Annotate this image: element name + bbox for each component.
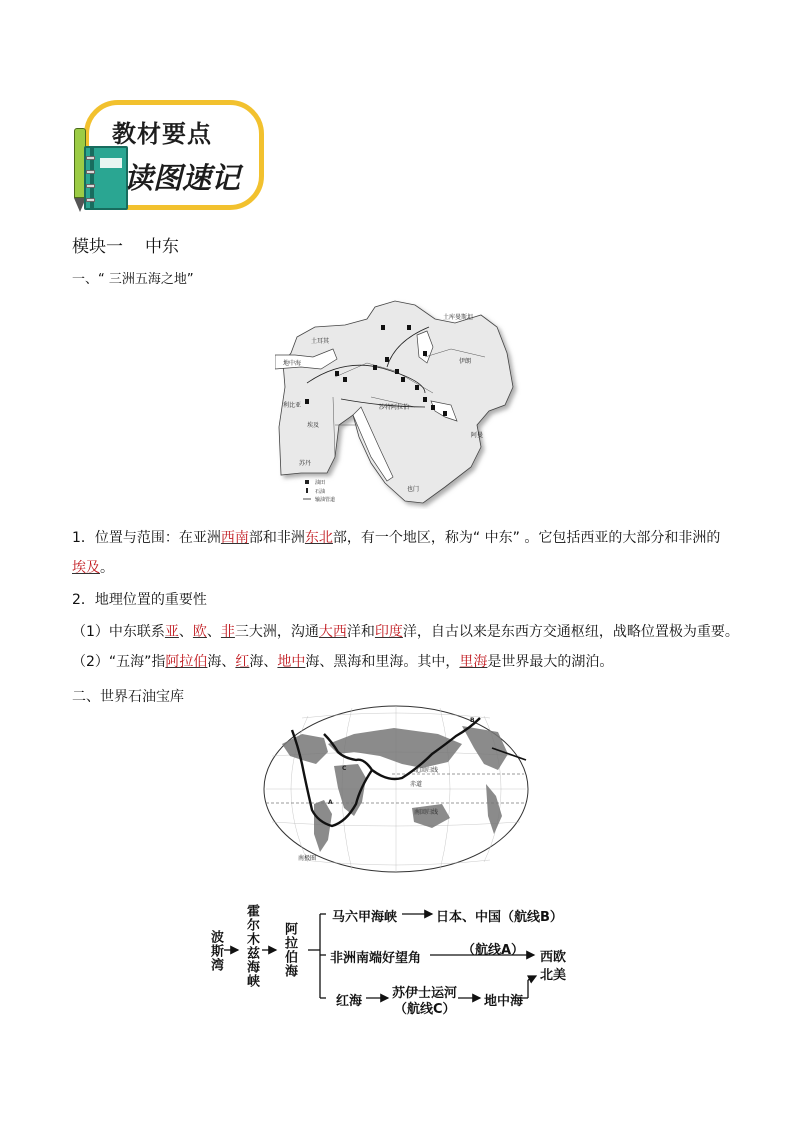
label-antarctic: 南极圈	[298, 855, 317, 862]
label-med: 地中海	[283, 360, 302, 367]
flow-cape: 非洲南端好望角	[330, 951, 422, 966]
label-route-b: B	[470, 717, 475, 724]
label-route-c: C	[342, 765, 347, 772]
label-turkey: 土耳其	[311, 338, 330, 345]
label-yemen: 也门	[407, 486, 420, 493]
section1-title: 一、“ 三洲五海之地”	[72, 272, 194, 287]
label-egypt: 埃及	[307, 422, 320, 429]
answer-dongbei: 东北	[304, 530, 333, 546]
label-oman: 阿曼	[471, 432, 484, 439]
module-heading	[72, 232, 179, 257]
importance-heading: 2．地理位置的重要性	[72, 592, 207, 608]
flow-persian-gulf: 波斯湾	[208, 930, 223, 972]
badge-subtitle: 读图速记	[124, 161, 241, 195]
oil-route-flow	[196, 898, 600, 1016]
flow-north-america: 北美	[540, 968, 567, 983]
flow-med: 地中海	[484, 994, 524, 1009]
flow-route-c: （航线C）	[394, 1002, 456, 1017]
label-equator: 赤道	[410, 781, 423, 788]
answer-aiji: 埃及	[72, 560, 100, 576]
flow-malacca: 马六甲海峡	[332, 910, 398, 925]
label-tropic-n: 北回归线	[414, 767, 439, 774]
svg-text:油田: 油田	[315, 480, 326, 486]
section2-title: 二、世界石油宝库	[72, 689, 184, 705]
svg-text:石油: 石油	[315, 489, 326, 495]
notebook-icon	[84, 146, 128, 210]
svg-text:输油管道: 输油管道	[315, 497, 336, 503]
module-topic: 中东	[145, 237, 179, 257]
location-paragraph-line2: 埃及。	[72, 560, 114, 576]
label-iran: 伊朗	[459, 358, 472, 365]
label-tropic-s: 南回归线	[414, 809, 439, 816]
flow-red-sea: 红海	[336, 994, 363, 1009]
badge-title: 教材要点	[112, 120, 212, 148]
answer-xinan: 西南	[220, 530, 249, 546]
flow-west-europe: 西欧	[540, 950, 567, 965]
world-oil-routes-map	[262, 704, 530, 874]
importance-point2: （2）“五海”指阿拉伯海、红海、地中海、黑海和里海。其中，里海是世界最大的湖泊。	[72, 654, 614, 670]
label-saudi: 沙特阿拉伯	[379, 404, 410, 411]
map1-legend	[303, 479, 335, 503]
flow-suez: 苏伊士运河	[392, 986, 458, 1001]
flow-hormuz: 霍尔木兹海峡	[244, 904, 259, 988]
label-route-a: A	[328, 799, 333, 806]
importance-point1: （1）中东联系亚、欧、非三大洲，沟通大西洋和印度洋，自古以来是东西方交通枢纽，战略位置极为重要。	[72, 624, 739, 640]
flow-route-a: （航线A）	[462, 943, 525, 958]
label-turkmen: 土库曼斯坦	[443, 314, 474, 321]
location-paragraph-line1: 1．位置与范围：在亚洲西南部和非洲东北部，有一个地区，称为“ 中东” 。它包括西亚的大部分和非洲的	[72, 530, 721, 546]
label-libya: 利比亚	[283, 402, 302, 409]
flow-japan-china: 日本、中国（航线B）	[436, 910, 563, 925]
label-sudan: 苏丹	[299, 460, 312, 467]
middle-east-map	[275, 297, 525, 509]
flow-arabian-sea: 阿拉伯海	[282, 922, 297, 978]
module-label: 模块一	[72, 237, 123, 257]
section-badge	[72, 98, 267, 216]
